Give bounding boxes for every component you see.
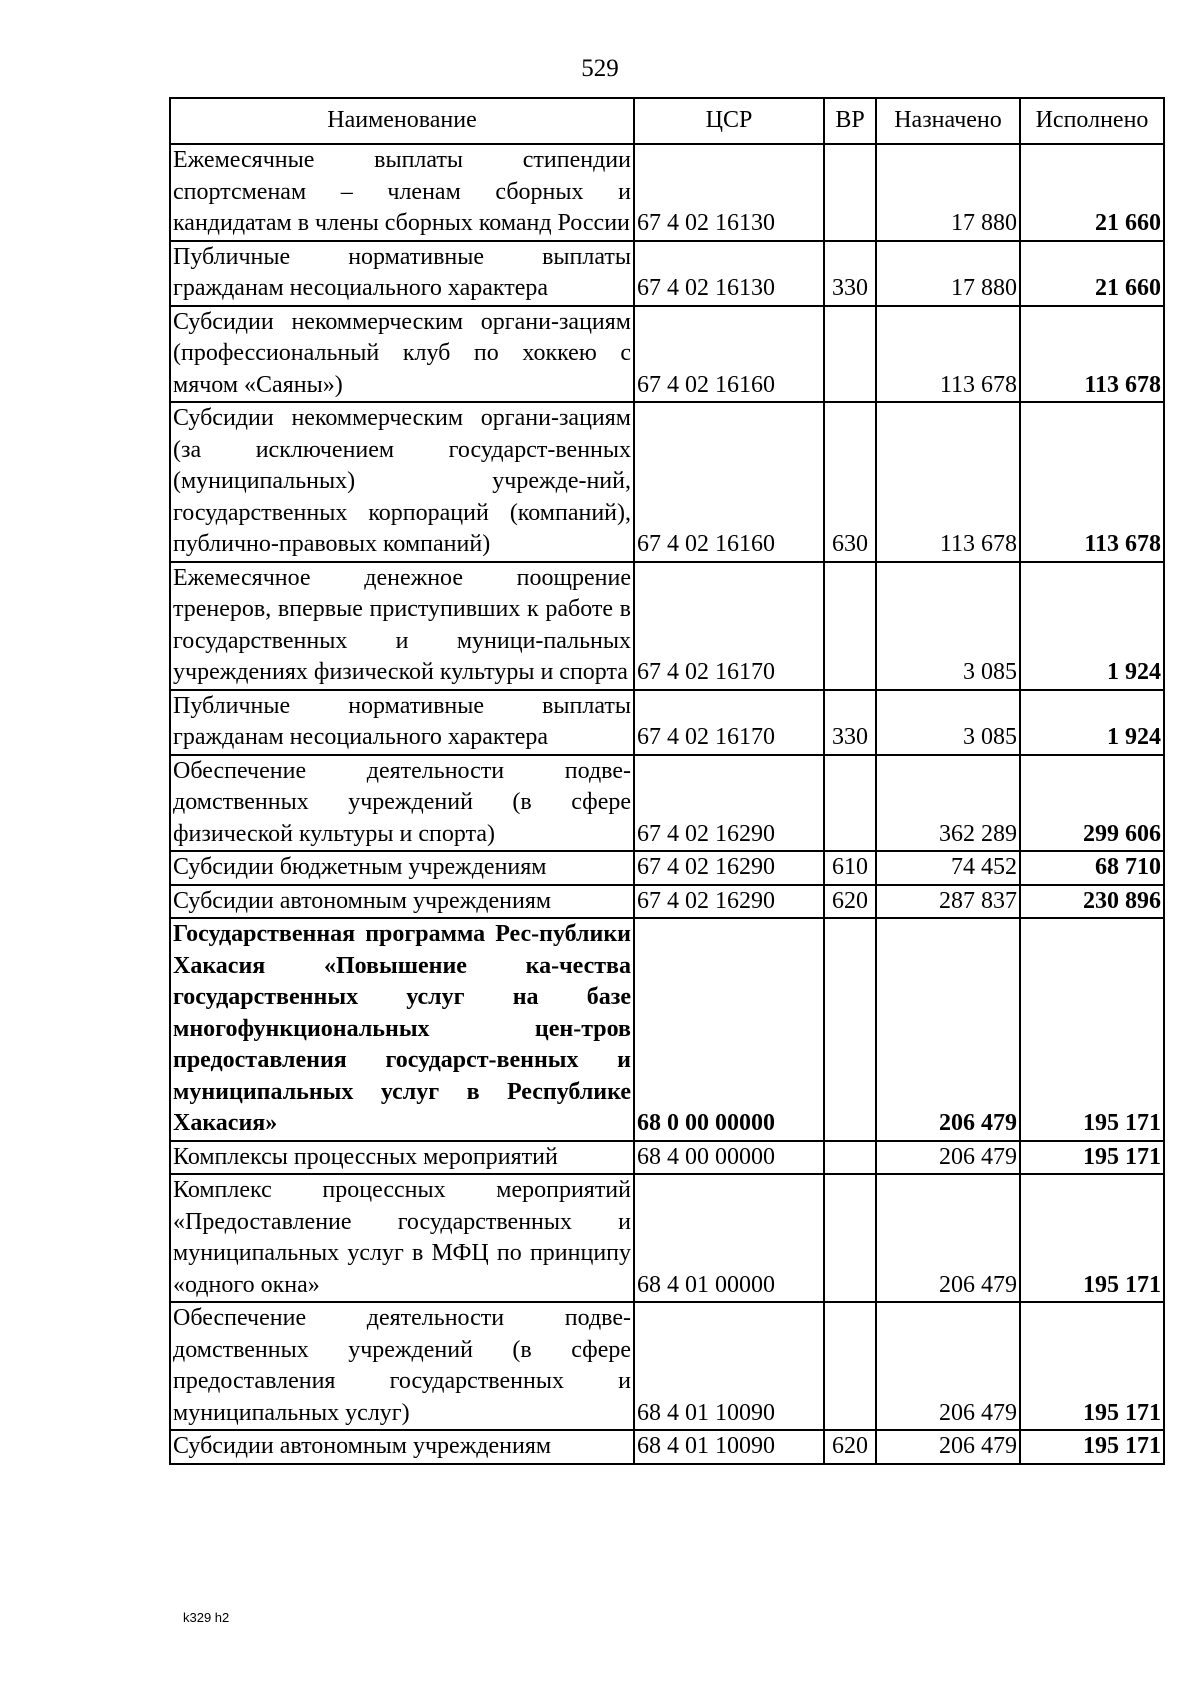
cell-assigned: 206 479 bbox=[876, 918, 1020, 1141]
cell-name: Субсидии бюджетным учреждениям bbox=[170, 851, 634, 885]
table-row bbox=[170, 851, 1164, 885]
cell-name: Ежемесячное денежное поощрение тренеров, впервые приступивших к работе в государственных и муници-пальных учреждениях физической культуры и спорта bbox=[170, 562, 634, 690]
table-body bbox=[170, 144, 1164, 1464]
cell-assigned: 287 837 bbox=[876, 885, 1020, 919]
cell-vr bbox=[824, 144, 876, 241]
table-row bbox=[170, 755, 1164, 852]
header-csr: ЦСР bbox=[634, 98, 824, 144]
header-assigned: Назначено bbox=[876, 98, 1020, 144]
cell-csr: 67 4 02 16290 bbox=[634, 851, 824, 885]
cell-vr bbox=[824, 1141, 876, 1175]
header-executed: Исполнено bbox=[1020, 98, 1164, 144]
cell-executed: 195 171 bbox=[1020, 1174, 1164, 1302]
cell-vr bbox=[824, 1174, 876, 1302]
cell-assigned: 17 880 bbox=[876, 241, 1020, 306]
cell-name: Публичные нормативные выплаты гражданам несоциального характера bbox=[170, 241, 634, 306]
cell-vr: 630 bbox=[824, 402, 876, 562]
header-name: Наименование bbox=[170, 98, 634, 144]
cell-assigned: 206 479 bbox=[876, 1174, 1020, 1302]
cell-csr: 67 4 02 16130 bbox=[634, 241, 824, 306]
cell-vr: 620 bbox=[824, 885, 876, 919]
cell-executed: 195 171 bbox=[1020, 1302, 1164, 1430]
cell-vr bbox=[824, 1302, 876, 1430]
cell-vr: 620 bbox=[824, 1430, 876, 1464]
cell-vr bbox=[824, 306, 876, 403]
cell-csr: 67 4 02 16160 bbox=[634, 306, 824, 403]
cell-name: Комплексы процессных мероприятий bbox=[170, 1141, 634, 1175]
cell-csr: 68 4 00 00000 bbox=[634, 1141, 824, 1175]
cell-executed: 1 924 bbox=[1020, 562, 1164, 690]
cell-vr bbox=[824, 755, 876, 852]
table-header-row bbox=[170, 98, 1164, 144]
cell-assigned: 17 880 bbox=[876, 144, 1020, 241]
cell-vr bbox=[824, 562, 876, 690]
cell-assigned: 74 452 bbox=[876, 851, 1020, 885]
table-row bbox=[170, 918, 1164, 1141]
budget-table bbox=[169, 97, 1165, 1465]
cell-csr: 67 4 02 16290 bbox=[634, 755, 824, 852]
cell-vr: 610 bbox=[824, 851, 876, 885]
cell-csr: 67 4 02 16170 bbox=[634, 690, 824, 755]
cell-name: Обеспечение деятельности подве-домственных учреждений (в сфере физической культуры и спорта) bbox=[170, 755, 634, 852]
cell-executed: 195 171 bbox=[1020, 1430, 1164, 1464]
cell-assigned: 3 085 bbox=[876, 690, 1020, 755]
cell-executed: 113 678 bbox=[1020, 402, 1164, 562]
cell-vr bbox=[824, 918, 876, 1141]
cell-name: Публичные нормативные выплаты гражданам несоциального характера bbox=[170, 690, 634, 755]
cell-executed: 1 924 bbox=[1020, 690, 1164, 755]
cell-csr: 68 4 01 10090 bbox=[634, 1430, 824, 1464]
cell-name: Комплекс процессных мероприятий «Предоставление государственных и муниципальных услуг в МФЦ по принципу «одного окна» bbox=[170, 1174, 634, 1302]
cell-name: Субсидии некоммерческим органи-зациям (профессиональный клуб по хоккею с мячом «Саяны») bbox=[170, 306, 634, 403]
table-row bbox=[170, 1174, 1164, 1302]
table-row bbox=[170, 1141, 1164, 1175]
table-row bbox=[170, 690, 1164, 755]
header-vr: ВР bbox=[824, 98, 876, 144]
table-row bbox=[170, 1302, 1164, 1430]
cell-csr: 67 4 02 16130 bbox=[634, 144, 824, 241]
footer-code: k329 h2 bbox=[183, 1610, 230, 1625]
cell-assigned: 206 479 bbox=[876, 1141, 1020, 1175]
cell-executed: 230 896 bbox=[1020, 885, 1164, 919]
table-row bbox=[170, 241, 1164, 306]
cell-csr: 67 4 02 16170 bbox=[634, 562, 824, 690]
cell-csr: 68 0 00 00000 bbox=[634, 918, 824, 1141]
cell-executed: 195 171 bbox=[1020, 1141, 1164, 1175]
cell-csr: 67 4 02 16290 bbox=[634, 885, 824, 919]
cell-csr: 68 4 01 10090 bbox=[634, 1302, 824, 1430]
table-row bbox=[170, 562, 1164, 690]
cell-executed: 21 660 bbox=[1020, 241, 1164, 306]
table-row bbox=[170, 306, 1164, 403]
cell-name: Государственная программа Рес-публики Хакасия «Повышение ка-чества государственных услуг на базе многофункциональных цен-тров предоставления государст-венных и муниципальных услуг в Республике Хакасия» bbox=[170, 918, 634, 1141]
cell-name: Субсидии автономным учреждениям bbox=[170, 885, 634, 919]
cell-assigned: 113 678 bbox=[876, 402, 1020, 562]
cell-assigned: 113 678 bbox=[876, 306, 1020, 403]
cell-csr: 67 4 02 16160 bbox=[634, 402, 824, 562]
page-number: 529 bbox=[581, 55, 619, 82]
cell-executed: 21 660 bbox=[1020, 144, 1164, 241]
table-row bbox=[170, 1430, 1164, 1464]
cell-csr: 68 4 01 00000 bbox=[634, 1174, 824, 1302]
cell-name: Обеспечение деятельности подве-домственных учреждений (в сфере предоставления государственных и муниципальных услуг) bbox=[170, 1302, 634, 1430]
cell-assigned: 362 289 bbox=[876, 755, 1020, 852]
cell-name: Субсидии некоммерческим органи-зациям (за исключением государст-венных (муниципальных) учрежде-ний, государственных корпораций (компаний), публично-правовых компаний) bbox=[170, 402, 634, 562]
cell-executed: 299 606 bbox=[1020, 755, 1164, 852]
table-row bbox=[170, 402, 1164, 562]
cell-executed: 113 678 bbox=[1020, 306, 1164, 403]
cell-vr: 330 bbox=[824, 241, 876, 306]
cell-vr: 330 bbox=[824, 690, 876, 755]
table-row bbox=[170, 144, 1164, 241]
cell-executed: 68 710 bbox=[1020, 851, 1164, 885]
cell-name: Субсидии автономным учреждениям bbox=[170, 1430, 634, 1464]
table-row bbox=[170, 885, 1164, 919]
cell-name: Ежемесячные выплаты стипендии спортсменам – членам сборных и кандидатам в члены сборных команд России bbox=[170, 144, 634, 241]
cell-assigned: 206 479 bbox=[876, 1302, 1020, 1430]
cell-assigned: 206 479 bbox=[876, 1430, 1020, 1464]
cell-executed: 195 171 bbox=[1020, 918, 1164, 1141]
cell-assigned: 3 085 bbox=[876, 562, 1020, 690]
